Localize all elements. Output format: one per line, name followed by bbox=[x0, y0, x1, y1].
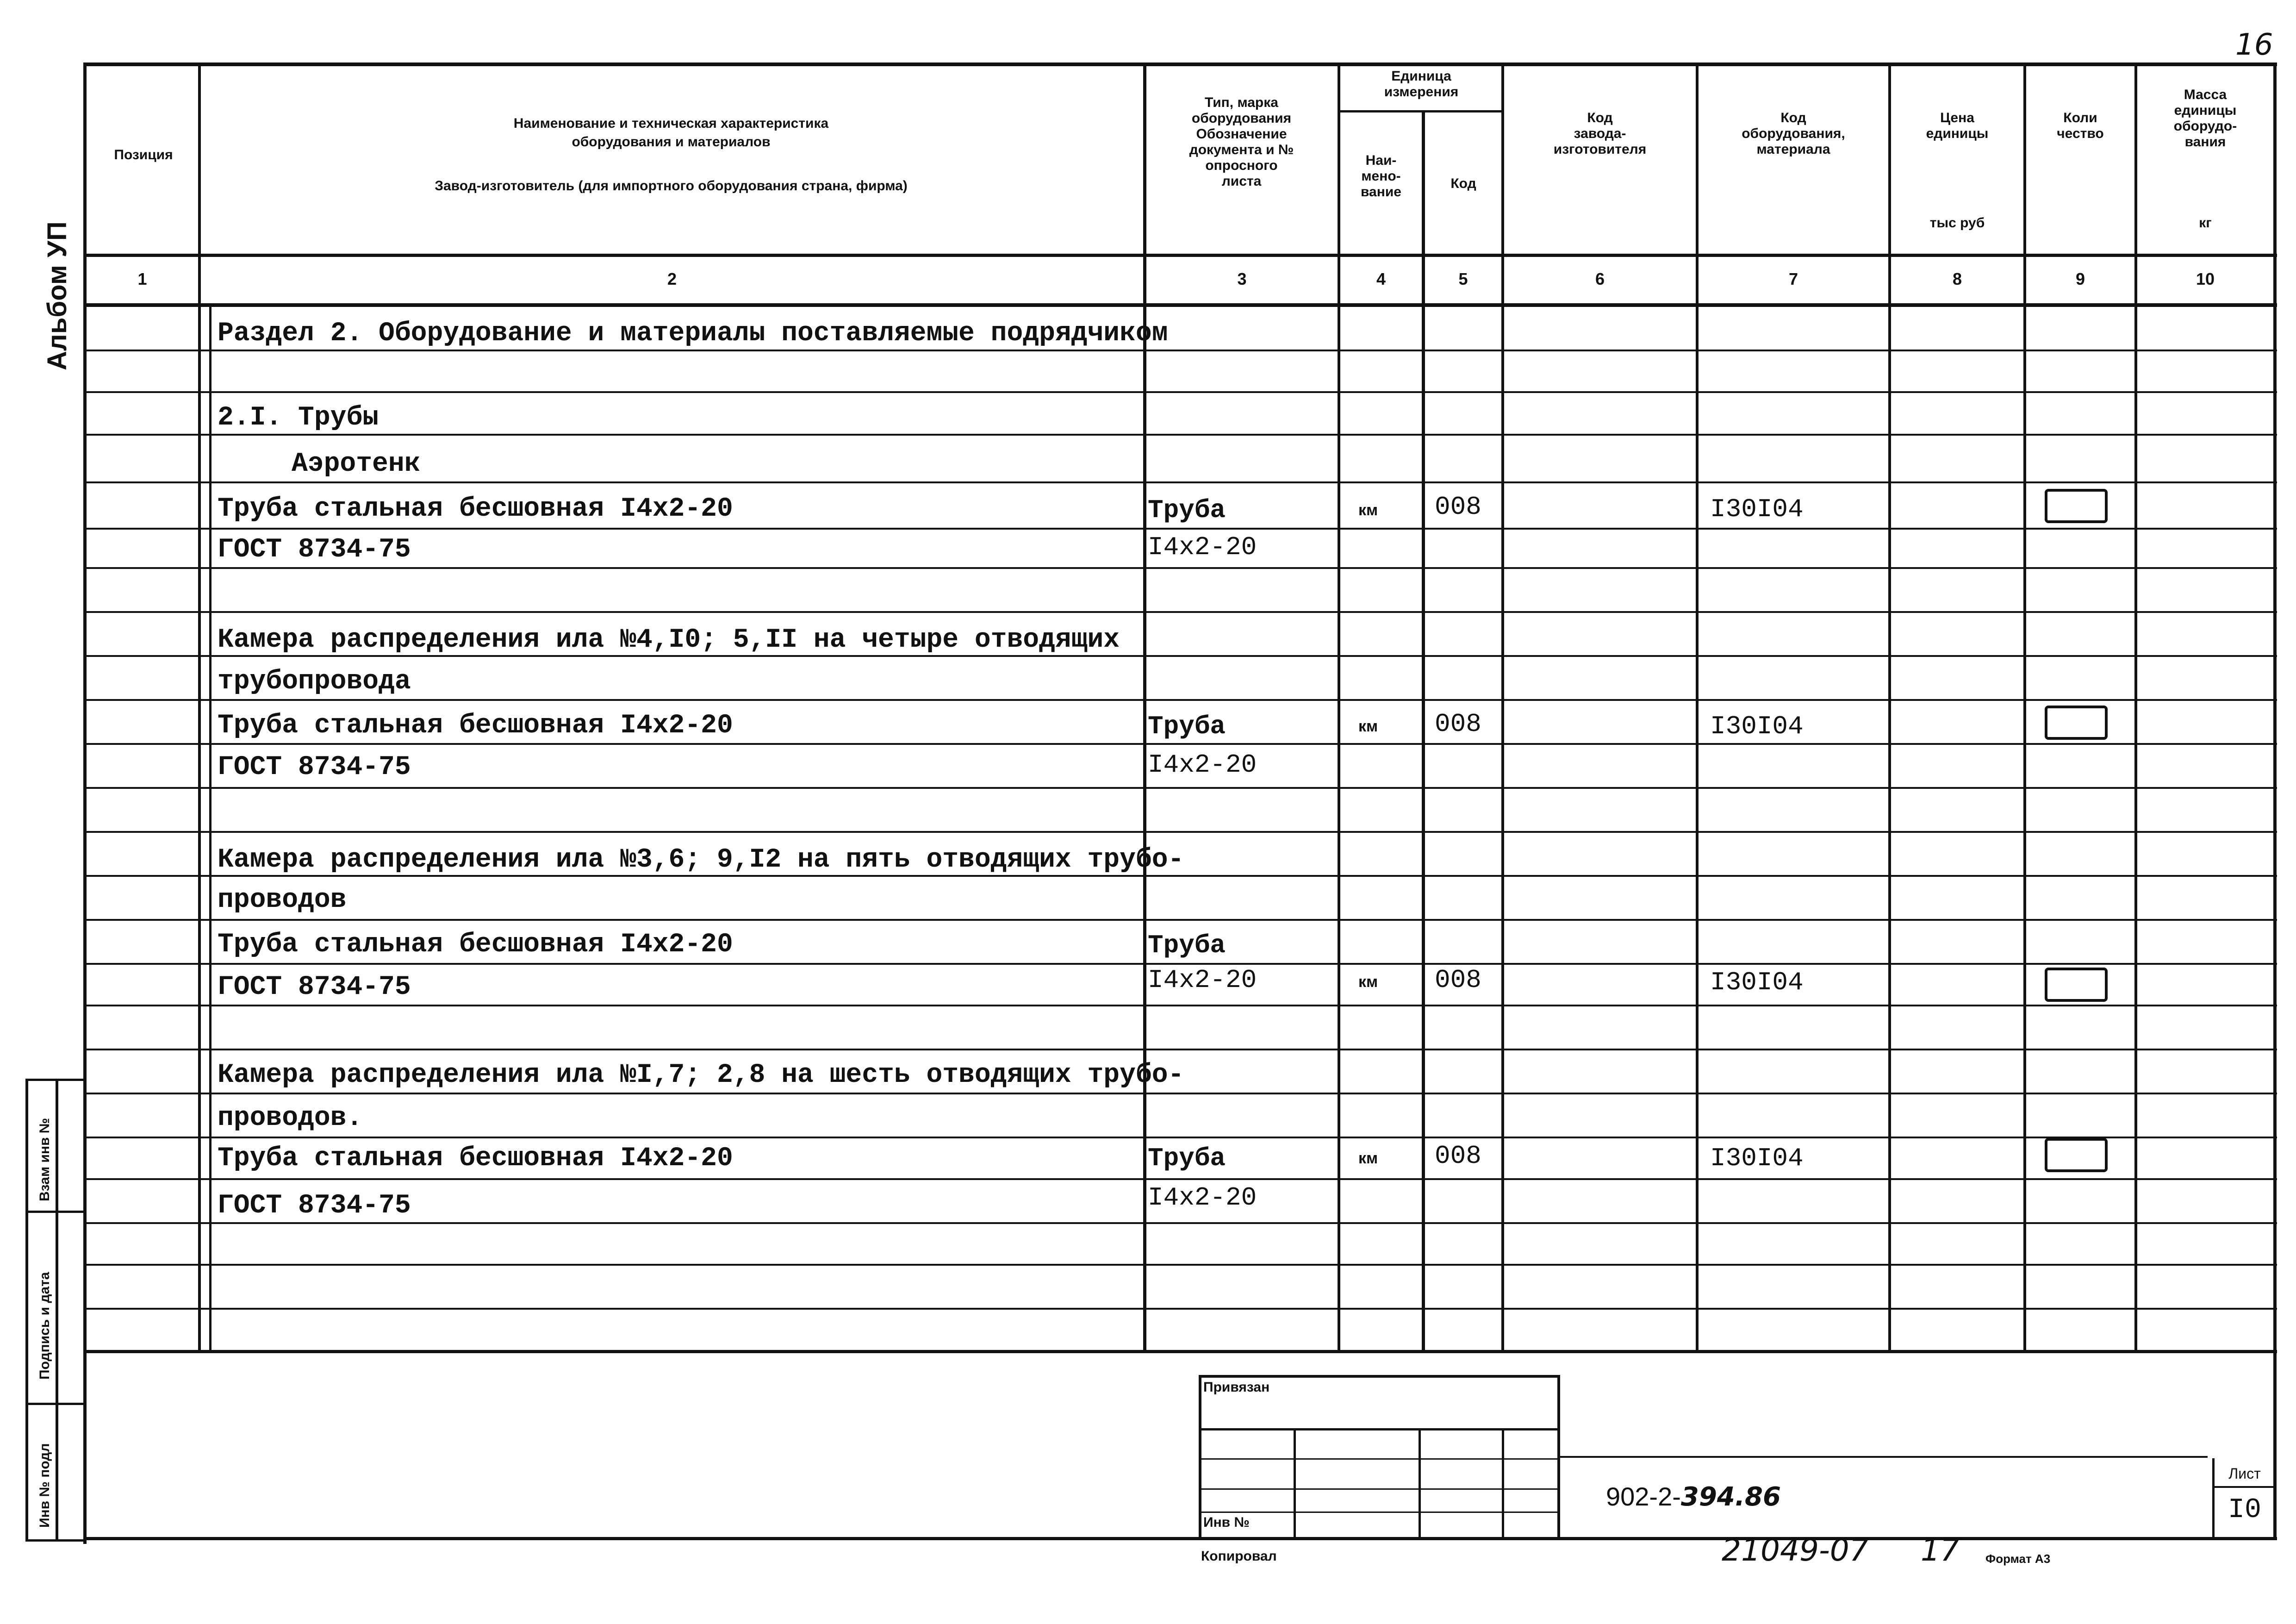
table-top-border bbox=[83, 62, 2277, 66]
col-number-6: 6 bbox=[1595, 269, 1605, 288]
type-truba-4: Труба bbox=[1148, 1143, 1226, 1173]
subsection-title: 2.I. Трубы bbox=[218, 403, 379, 433]
header-name-l2: оборудования и материалов bbox=[572, 134, 771, 150]
col-line-10 bbox=[2273, 62, 2277, 1352]
col-number-8: 8 bbox=[1952, 269, 1962, 288]
unit-code-2: 008 bbox=[1435, 709, 1481, 739]
unit-name-1: км bbox=[1358, 501, 1378, 519]
page-number: 17 bbox=[1921, 1532, 1960, 1568]
item-gost-2: ГОСТ 8734-75 bbox=[218, 752, 411, 782]
side-podpis-data: Подпись и дата bbox=[37, 1272, 52, 1380]
col-line-2 bbox=[1143, 62, 1146, 1352]
header-bottom-border bbox=[83, 254, 2277, 257]
qty-box-2 bbox=[2045, 706, 2108, 740]
type-size-3: I4x2-20 bbox=[1148, 965, 1257, 995]
header-name-l1: Наименование и техническая характеристика bbox=[513, 116, 829, 131]
stamp-inv: Инв № bbox=[1203, 1515, 1250, 1530]
qty-box-4 bbox=[2045, 1138, 2108, 1172]
equip-code-2: I30I04 bbox=[1710, 712, 1804, 741]
item-pipe-3: Труба стальная бесшовная I4x2-20 bbox=[218, 930, 733, 960]
col-line-7 bbox=[1888, 62, 1891, 1352]
header-price: Цена единицы bbox=[1926, 110, 1989, 141]
item-pipe-1: Труба стальная бесшовная I4x2-20 bbox=[218, 494, 733, 524]
unit-code-3: 008 bbox=[1435, 965, 1481, 995]
col-number-7: 7 bbox=[1788, 269, 1798, 288]
group-title-chamber-1b: трубопровода bbox=[218, 667, 411, 697]
col-line-6 bbox=[1696, 62, 1699, 1352]
equip-code-1: I30I04 bbox=[1710, 494, 1804, 524]
group-title-chamber-3b: проводов. bbox=[218, 1103, 363, 1133]
header-price-unit: тыс руб bbox=[1929, 215, 1985, 231]
col-number-1: 1 bbox=[137, 269, 147, 288]
col-number-3: 3 bbox=[1237, 269, 1247, 288]
col-number-9: 9 bbox=[2075, 269, 2085, 288]
doc-code bbox=[1606, 1481, 1781, 1512]
header-unit-group: Единица измерения bbox=[1384, 69, 1459, 100]
header-equip-code: Код оборудования, материала bbox=[1742, 110, 1845, 157]
unit-group-divider bbox=[1338, 110, 1504, 112]
header-unit-code: Код bbox=[1450, 176, 1476, 191]
header-type: Тип, марка оборудования Обозначение документа и № опросного листа bbox=[1189, 95, 1294, 189]
sheet-corner-number: 16 bbox=[2235, 28, 2273, 62]
stamp-privyazan: Привязан bbox=[1203, 1380, 1270, 1395]
list-number: I0 bbox=[2228, 1494, 2261, 1526]
group-title-aerotank: Аэротенк bbox=[292, 449, 421, 479]
item-gost-4: ГОСТ 8734-75 bbox=[218, 1191, 411, 1221]
type-size-4: I4x2-20 bbox=[1148, 1183, 1257, 1212]
col-line-3 bbox=[1338, 62, 1340, 1352]
item-pipe-4: Труба стальная бесшовная I4x2-20 bbox=[218, 1143, 733, 1174]
colnum-bottom-border bbox=[83, 303, 2277, 307]
col-line-4 bbox=[1422, 111, 1425, 1352]
group-title-chamber-2a: Камера распределения ила №3,6; 9,I2 на пять отводящих трубо- bbox=[218, 845, 1184, 875]
doc-code-handwritten: 394.86 bbox=[1680, 1482, 1781, 1512]
album-label: Альбом УП bbox=[42, 221, 72, 370]
col-line-9 bbox=[2134, 62, 2137, 1352]
item-pipe-2: Труба стальная бесшовная I4x2-20 bbox=[218, 711, 733, 741]
frame-left bbox=[83, 62, 87, 1544]
col-line-8 bbox=[2023, 62, 2026, 1352]
group-title-chamber-1a: Камера распределения ила №4,I0; 5,II на четыре отводящих bbox=[218, 625, 1120, 655]
header-position: Позиция bbox=[114, 147, 173, 162]
type-size-1: I4x2-20 bbox=[1148, 532, 1257, 562]
side-vzam-inv: Взам инв № bbox=[37, 1118, 52, 1201]
header-mass-unit: кг bbox=[2199, 215, 2212, 231]
equip-code-4: I30I04 bbox=[1710, 1143, 1804, 1173]
col-line-1 bbox=[198, 62, 201, 1352]
equip-code-3: I30I04 bbox=[1710, 968, 1804, 997]
header-qty: Коли чество bbox=[2057, 110, 2104, 141]
group-title-chamber-3a: Камера распределения ила №I,7; 2,8 на шесть отводящих трубо- bbox=[218, 1060, 1184, 1090]
unit-name-4: км bbox=[1358, 1149, 1378, 1167]
doc-code-printed: 902-2- bbox=[1606, 1482, 1681, 1511]
header-mass: Масса единицы оборудо- вания bbox=[2173, 87, 2237, 150]
archive-number: 21049-07 bbox=[1722, 1532, 1869, 1568]
type-size-2: I4x2-20 bbox=[1148, 750, 1257, 780]
unit-code-4: 008 bbox=[1435, 1141, 1481, 1171]
header-name-l3: Завод-изготовитель (для импортного оборудования страна, фирма) bbox=[435, 178, 908, 194]
qty-box-3 bbox=[2045, 968, 2108, 1002]
group-title-chamber-2b: проводов bbox=[218, 885, 347, 915]
col-number-4: 4 bbox=[1376, 269, 1386, 288]
type-truba-3: Труба bbox=[1148, 931, 1226, 960]
item-gost-1: ГОСТ 8734-75 bbox=[218, 535, 411, 565]
col-line-1b bbox=[209, 307, 212, 1351]
unit-code-1: 008 bbox=[1435, 492, 1481, 522]
list-label: Лист bbox=[2228, 1465, 2261, 1482]
col-number-10: 10 bbox=[2196, 269, 2215, 288]
stamp-kopiroval: Копировал bbox=[1201, 1549, 1277, 1564]
stamp-format: Формат А3 bbox=[1985, 1552, 2051, 1566]
unit-name-3: км bbox=[1358, 973, 1378, 991]
table-bottom-border bbox=[83, 1350, 2277, 1353]
unit-name-2: км bbox=[1358, 718, 1378, 735]
side-inv-podl: Инв № подл bbox=[37, 1443, 52, 1528]
col-number-2: 2 bbox=[667, 269, 677, 288]
header-unit-name: Наи- мено- вание bbox=[1361, 153, 1401, 200]
section-title: Раздел 2. Оборудование и материалы поставляемые подрядчиком bbox=[218, 319, 1168, 349]
col-line-5 bbox=[1501, 62, 1504, 1352]
col-number-5: 5 bbox=[1458, 269, 1468, 288]
qty-box-1 bbox=[2045, 489, 2108, 523]
item-gost-3: ГОСТ 8734-75 bbox=[218, 972, 411, 1002]
type-truba-1: Труба bbox=[1148, 495, 1226, 525]
header-mfr-code: Код завода- изготовителя bbox=[1553, 110, 1647, 157]
type-truba-2: Труба bbox=[1148, 712, 1226, 741]
